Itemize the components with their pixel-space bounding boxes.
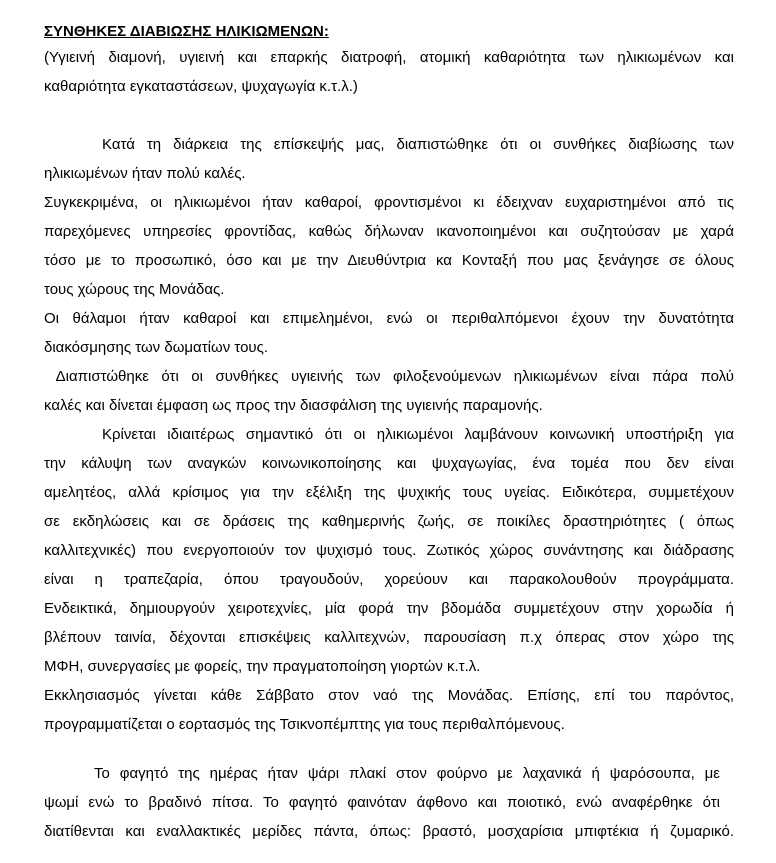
text-line: καλές και δίνεται έμφαση ως προς την διασφάλιση της υγιεινής παραμονής.	[44, 397, 543, 414]
subheading-line: (Υγιεινή διαμονή, υγιεινή και επαρκής διατροφή, ατομική καθαριότητα των ηλικιωμένων και	[44, 49, 734, 66]
section-heading: ΣΥΝΘΗΚΕΣ ΔΙΑΒΙΩΣΗΣ ΗΛΙΚΙΩΜΕΝΩΝ:	[44, 23, 329, 40]
text-line: Συγκεκριμένα, οι ηλικιωμένοι ήταν καθαροί, φροντισμένοι κι έδειχναν ευχαριστημένοι από τις	[44, 194, 734, 211]
text-line: βλέπουν ταινία, δέχονται επισκέψεις καλλιτεχνών, παρουσίαση π.χ όπερας στον χώρο της	[44, 629, 734, 646]
subheading-line: καθαριότητα εγκαταστάσεων, ψυχαγωγία κ.τ.λ.)	[44, 78, 358, 95]
text-line: ΜΦΗ, συνεργασίες με φορείς, την πραγματοποίηση γιορτών κ.τ.λ.	[44, 658, 481, 675]
text-line: Κρίνεται ιδιαιτέρως σημαντικό ότι οι ηλικιωμένοι λαμβάνουν κοινωνική υποστήριξη για	[102, 426, 734, 443]
text-line: παρεχόμενες υπηρεσίες φροντίδας, καθώς δήλωναν ικανοποιημένοι και συζητούσαν με χαρά	[44, 223, 734, 240]
text-line: σε εκδηλώσεις και σε δράσεις της καθημερινής ζωής, σε ποικίλες δραστηριότητες ( όπως	[44, 513, 734, 530]
text-line: ηλικιωμένων ήταν πολύ καλές.	[44, 165, 246, 182]
paragraph-social-support	[44, 420, 734, 739]
text-line: την κάλυψη των αναγκών κοινωνικοποίησης και ψυχαγωγίας, ένα τομέα που δεν είναι	[44, 455, 734, 472]
text-line: Κατά τη διάρκεια της επίσκεψής μας, διαπιστώθηκε ότι οι συνθήκες διαβίωσης των	[102, 136, 734, 153]
subheading	[44, 43, 734, 101]
text-line: διακόσμησης των δωματίων τους.	[44, 339, 269, 356]
text-line: Διαπιστώθηκε ότι οι συνθήκες υγιεινής των φιλοξενούμενων ηλικιωμένων είναι πάρα πολύ	[44, 368, 734, 385]
text-line: Εκκλησιασμός γίνεται κάθε Σάββατο στον ναό της Μονάδας. Επίσης, επί του παρόντος,	[44, 687, 734, 704]
text-line: προγραμματίζεται ο εορτασμός της Τσικνοπέμπτης για τους περιθαλπόμενους.	[44, 716, 565, 733]
text-line: ψωμί ενώ το βραδινό πίτσα. Το φαγητό φαινόταν άφθονο και ποιοτικό, ενώ αναφέρθηκε ότι	[44, 794, 720, 811]
text-line: Το φαγητό της ημέρας ήταν ψάρι πλακί στον φούρνο με λαχανικά ή ψαρόσουπα, με	[94, 765, 720, 782]
text-line: τους χώρους της Μονάδας.	[44, 281, 225, 298]
text-line: είναι η τραπεζαρία, όπου τραγουδούν, χορεύουν και παρακολουθούν προγράμματα.	[44, 571, 734, 588]
text-line: τόσο με το προσωπικό, όσο και με την Διευθύντρια κα Κονταξή που μας ξενάγησε σε όλους	[44, 252, 734, 269]
paragraph-meals	[44, 759, 734, 846]
text-line: καλλιτεχνικές) που ενεργοποιούν τον ψυχισμό τους. Ζωτικός χώρος συνάντησης και διάδρασης	[44, 542, 734, 559]
text-line: διατίθενται και εναλλακτικές μερίδες πάντα, όπως: βραστό, μοσχαρίσια μπιφτέκια ή ζυμαρικό.	[44, 823, 734, 840]
text-line: Ενδεικτικά, δημιουργούν χειροτεχνίες, μία φορά την βδομάδα συμμετέχουν στην χορωδία ή	[44, 600, 734, 617]
text-line: Οι θάλαμοι ήταν καθαροί και επιμελημένοι, ενώ οι περιθαλπόμενοι έχουν την δυνατότητα	[44, 310, 734, 327]
text-line: αμελητέος, αλλά κρίσιμος για την εξέλιξη της ψυχικής τους υγείας. Ειδικότερα, συμμετέχουν	[44, 484, 734, 501]
document-page	[44, 22, 734, 846]
paragraph-living-conditions	[44, 130, 734, 420]
